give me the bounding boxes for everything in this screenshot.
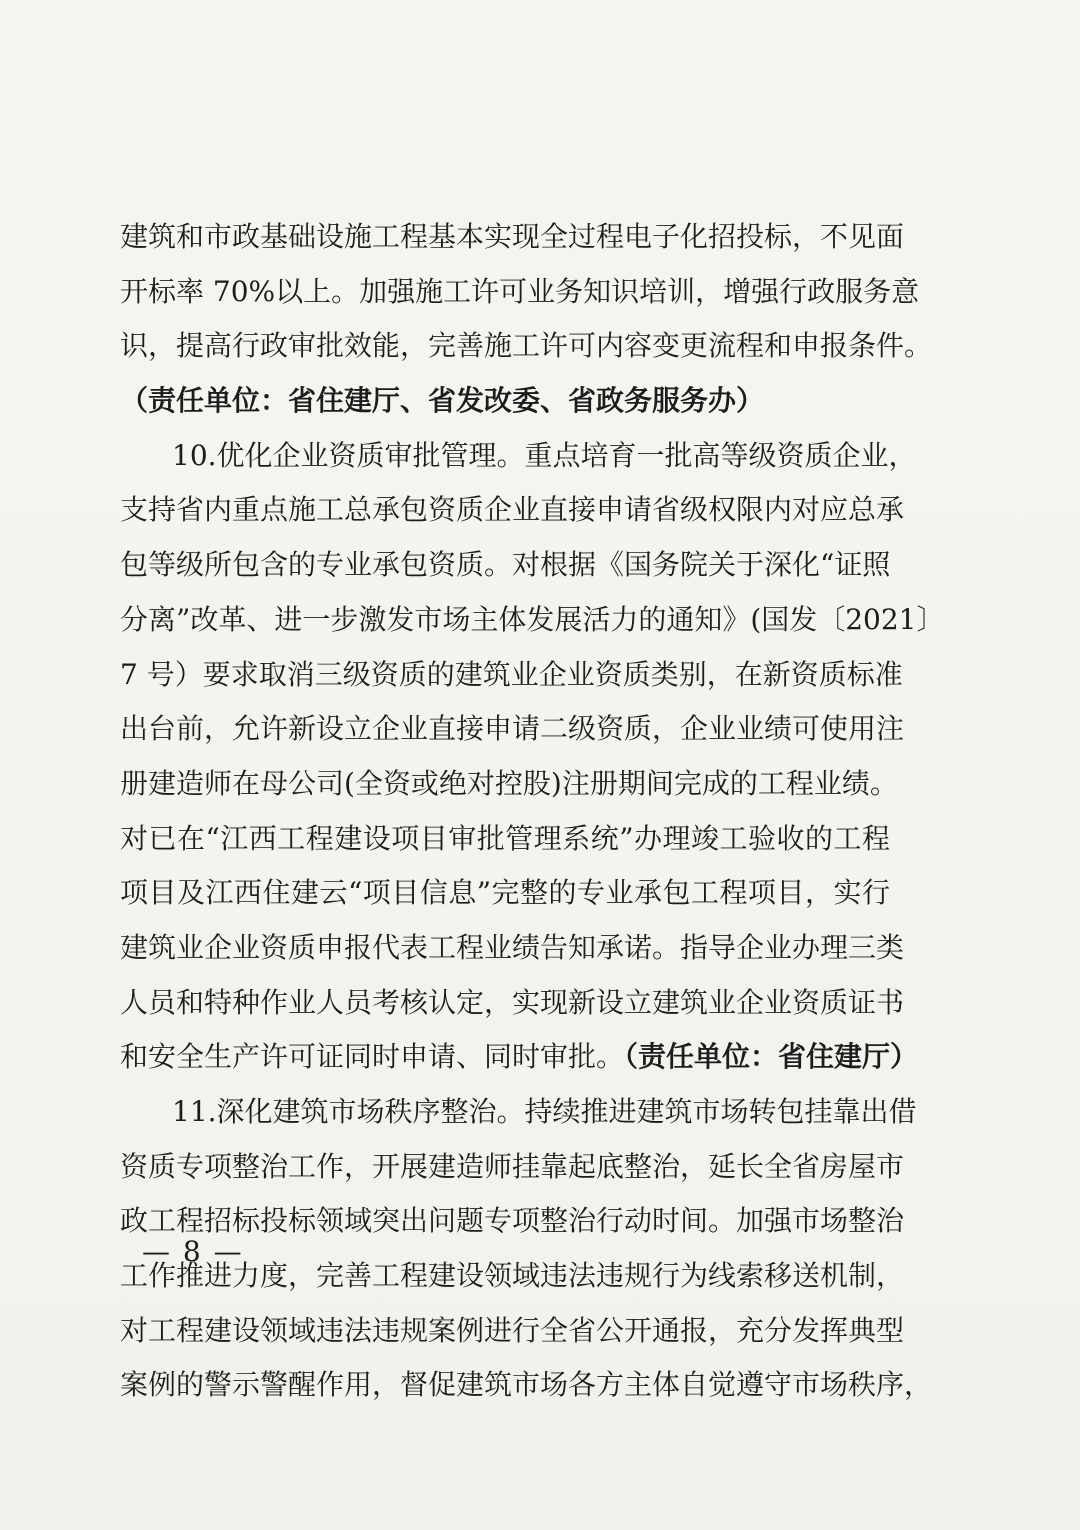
section-heading-line: 10.优化企业资质审批管理。重点培育一批高等级资质企业，	[172, 438, 917, 472]
text-line: 资质专项整治工作，开展建造师挂靠起底整治，延长全省房屋市	[120, 1149, 905, 1183]
text-line: 7 号）要求取消三级资质的建筑业企业资质类别，在新资质标准	[120, 657, 903, 691]
text-line: 工作推进力度，完善工程建设领域违法违规行为线索移送机制，	[120, 1259, 905, 1293]
text-line: 对已在“江西工程建设项目审批管理系统”办理竣工验收的工程	[120, 821, 890, 855]
text-line: 分离”改革、进一步激发市场主体发展活力的通知》(国发〔2021〕	[120, 602, 945, 636]
responsibility-line: （责任单位：省住建厅、省发改委、省政务服务办）	[120, 384, 765, 418]
text-line: 案例的警示警醒作用，督促建筑市场各方主体自觉遵守市场秩序，	[120, 1368, 933, 1402]
responsibility-segment: （责任单位：省住建厅）	[624, 1040, 919, 1074]
text-line: 政工程招标投标领域突出问题专项整治行动时间。加强市场整治	[120, 1204, 905, 1238]
text-line: 项目及江西住建云“项目信息”完整的专业承包工程项目，实行	[120, 876, 890, 910]
text-line: 册建造师在母公司(全资或绝对控股)注册期间完成的工程业绩。	[120, 766, 898, 800]
section-heading-line: 11.深化建筑市场秩序整治。持续推进建筑市场转包挂靠出借	[172, 1095, 917, 1128]
text-line: 出台前，允许新设立企业直接申请二级资质，企业业绩可使用注	[120, 712, 905, 746]
text-line: 对工程建设领域违法违规案例进行全省公开通报，充分发挥典型	[120, 1313, 905, 1347]
text-line: 建筑和市政基础设施工程基本实现全过程电子化招投标，不见面	[120, 220, 905, 253]
page-number: — 8 —	[142, 1235, 244, 1268]
text-line: 人员和特种作业人员考核认定，实现新设立建筑业企业资质证书	[120, 985, 905, 1019]
text-segment: 和安全生产许可证同时申请、同时审批。	[120, 1040, 625, 1074]
mixed-line	[120, 1030, 919, 1085]
text-line: 支持省内重点施工总承包资质企业直接申请省级权限内对应总承	[120, 493, 905, 527]
text-line: 包等级所包含的专业承包资质。对根据《国务院关于深化“证照	[120, 548, 891, 582]
text-line: 建筑业企业资质申报代表工程业绩告知承诺。指导企业办理三类	[120, 930, 905, 964]
text-line: 开标率 70%以上。加强施工许可业务知识培训，增强行政服务意	[120, 274, 920, 308]
text-line: 识，提高行政审批效能，完善施工许可内容变更流程和申报条件。	[120, 329, 933, 363]
